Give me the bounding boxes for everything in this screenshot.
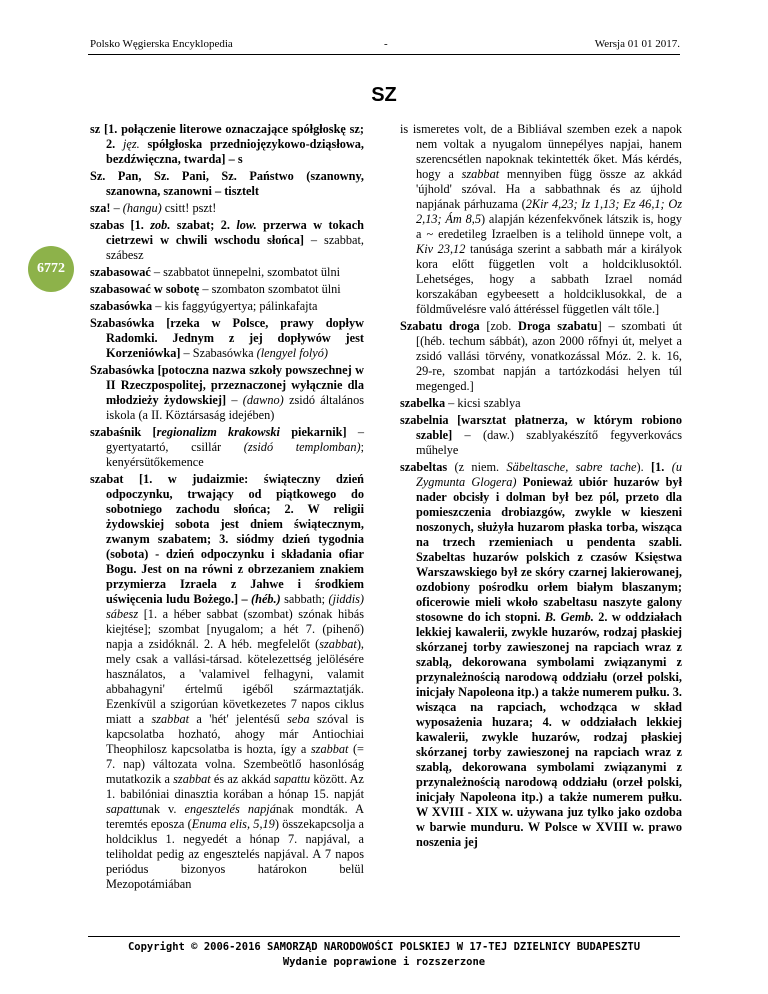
entry-text: seba — [287, 712, 310, 726]
entry-text: [1. a héber sabbat (szombat) szónak hibás kiejtése]; szombat [nyugalom; a hét 7. (pihenő) napja a zsidóknál. 2. A héb. megfelelőt ( — [106, 607, 364, 651]
entry-text: Szabasówka [rzeka w Polsce, prawy dopływ Radomki. Jednym z jej dopływów jest Korzeniówka] — [90, 316, 364, 360]
entry-text: ] – szombati út [(héb. techum sábbát), azon 2000 rőfnyi út, melyet a zsidó vallási törvény, vonatkozással Móz. 2. k. 16, 29-re, szombat napján a tartózkodási helyen túl megenged.] — [416, 319, 683, 393]
entry-text: Szabasówka [potoczna nazwa szkoły powszechnej w II Rzeczpospolitej, przeznaczonej wyłącznie dla młodzieży żydowskiej] — [90, 363, 364, 407]
entry-text: tanúsága szerint a sabbath már a királyok kora előtt független volt a holdciklusoktól. Lehetséges, hogy a sabbath Izrael nomád korszakában egybeesett a holdciklusokkal, de a földművelésre való áttéréssel független vált tőle.] — [416, 242, 682, 316]
left-column — [90, 122, 364, 894]
dictionary-entry — [400, 319, 682, 394]
header-separator: - — [384, 38, 388, 50]
entry-text: Säbeltasche, sabre tache — [506, 460, 637, 474]
entry-text: sapattu — [273, 772, 311, 786]
entry-text: szóval is kapcsolatba hozható, ahogy már Antiochiai Theophilosz kapcsolatba is hozta, így a — [106, 712, 364, 756]
entry-text: spółgłoska przedniojęzykowo-dziąsłowa, bezdźwięczna, twarda] – s — [106, 137, 364, 166]
entry-text: szabbat — [319, 637, 357, 651]
dictionary-entry — [90, 169, 364, 199]
entry-text: sza! — [90, 201, 111, 215]
entry-text: – (daw.) szablyakészítő fegyverkovács műhelye — [416, 428, 682, 457]
entry-text: zsidó általános iskola (a II. Köztársaság idejében) — [106, 393, 365, 422]
header-title: Polsko Węgierska Encyklopedia — [90, 38, 233, 50]
entry-text: – gyertyatartó, csillár — [106, 425, 364, 454]
entry-text: és az akkád — [210, 772, 274, 786]
entry-text: sz [1. połączenie literowe oznaczające spółgłoskę sz; 2. — [90, 122, 364, 151]
entry-text: – szombaton szombatot ülni — [199, 282, 341, 296]
page-header — [88, 38, 680, 54]
entry-text: low. — [236, 218, 257, 232]
dictionary-entry — [400, 122, 682, 317]
entry-text: szabasówka — [90, 299, 153, 313]
entry-text: piekarnik] — [279, 425, 347, 439]
entry-text: – szabbat, szábesz — [106, 233, 364, 262]
entry-text: szabaśnik [ — [90, 425, 157, 439]
dictionary-entry — [90, 218, 364, 263]
dictionary-entry — [400, 413, 682, 458]
entry-text: – kicsi szablya — [445, 396, 521, 410]
entry-text: – szabbatot ünnepelni, szombatot ülni — [150, 265, 341, 279]
entry-text: Szabatu droga — [400, 319, 480, 333]
entry-text: [zob. — [479, 319, 519, 333]
entry-text: (u Zygmunta Glogera) — [416, 460, 682, 489]
dictionary-entry — [90, 201, 364, 216]
entry-text: (z niem. — [447, 460, 507, 474]
entry-text: 2. w oddziałach lekkiej kawalerii, zwykle huzarów, rodzaj płaskiej skórzanej torby zawieszonej na rapciach wraz z szablą, dekorowana symbolami związanymi z przynależnością narodową oddziału (orzeł polski, inicjały Napoleona itp.) a także numerem pułku. 3. wisząca na rapciach, wchodząca w skład wyposażenia huzara; 4. w oddziałach lekkiej kawalerii, zwykle huzarów, rodzaj płaskiej skórzanej torby zawieszonej na rapciach wraz z szablą, dekorowana symbolami związanymi z przynależnością narodową oddziału (orzeł polski, inicjały Napoleona itp.) a także numerem pułku. W XVIII - XIX w. używana juz tylko jako ozdoba w barwie munduru. W Polsce w XVIII w. prawo noszenia jej — [416, 610, 682, 849]
dictionary-entry — [90, 363, 364, 423]
entry-text: szabat [1. w judaizmie: świąteczny dzień odpoczynku, trwający od piątkowego do sobotniego zachodu słońca; 2. W religii żydowskiej sobota jest dniem świątecznym, zwanym szabatem; 3. siódmy dzień tygodnia (sobota) - dzień odpoczynku i składania ofiar Bogu. Jest on na równi z obrzezaniem znakiem przymierza Izraela z Jahwe i środkiem uświęcenia ludu Bożego.] – — [90, 472, 364, 606]
section-title: SZ — [371, 84, 397, 106]
right-column — [400, 122, 682, 852]
entry-text: zob. — [150, 218, 171, 232]
dictionary-entry — [90, 316, 364, 361]
entry-text: között. Az 1. babilóniai dinasztia korában a hónap 15. napját — [106, 772, 364, 801]
entry-text: (héb.) — [251, 592, 281, 606]
dictionary-entry — [400, 396, 682, 411]
entry-text: Ponieważ ubiór huzarów był nader obcisły i dolman był bez pól, przeto dla pomieszczenia drobiazgów, zwykle w kieszeni noszonych, służyła huzarom płaska torba, wisząca na trzech rzemieniach u pendenta szabli. Szabeltas huzarów polskich z czasów Księstwa Warszawskiego był ze skóry czarnej lakierowanej, ozdobiony pośrodku orłem białym blaszanym; oficerowie mieli wkoło szabeltasu naszyte galony stosowne do ich stopni. — [416, 475, 683, 624]
entry-text: szabbat — [151, 712, 190, 726]
entry-text: is ismeretes volt, de a Bibliával szemben ezek a napok nem voltak a nyugalom ünnepélyes napjai, hanem szerencsétlen napoknak tekintették őket. Más kérdés, hogy a — [400, 122, 682, 181]
entry-text: – kis faggyúgyertya; pálinkafajta — [152, 299, 318, 313]
entry-text: szabasować w sobotę — [90, 282, 200, 296]
entry-text: Enuma elis, 5,19 — [191, 817, 275, 831]
entry-text: – Szabasówka — [180, 346, 257, 360]
header-rule — [88, 54, 680, 55]
entry-text: ), mely csak a vallási-társad. kötelezettség jelölésére használatos, a 'valamivel felhagyni, valamit abbahagyni' értelmű igéből származtatják. Ezenkívül a szigorúan következetes 7 napos ciklus miatt a — [106, 637, 364, 726]
dictionary-entry — [90, 425, 364, 470]
entry-text: csitt! pszt! — [161, 201, 217, 215]
entry-text: B. Gemb. — [544, 610, 594, 624]
entry-text: (dawno) — [242, 393, 284, 407]
entry-text: sapattu — [106, 802, 143, 816]
entry-text: szabas [1. — [90, 218, 151, 232]
entry-text: szabbat — [310, 742, 349, 756]
dictionary-entry — [90, 265, 364, 280]
entry-text: ) összekapcsolja a holdciklus 1. negyedét a hónap 7. napjával, a teliholdat pedig az engesztelés napjával. A 7 napos periódus bizonyos határokon belül Mezopotámiában — [106, 817, 365, 891]
entry-text: (lengyel folyó) — [256, 346, 328, 360]
entry-text: szabelka — [400, 396, 446, 410]
entry-text: ) alapján kézenfekvőnek látszik is, hogy a ~ eredetileg Izraelben is a telihold ünnepe volt, a — [416, 212, 682, 241]
entry-text: – — [226, 393, 243, 407]
footer-rule — [88, 936, 680, 937]
entry-text: a 'hét' jelentésű — [189, 712, 288, 726]
entry-text: (zsidó templomban) — [243, 440, 361, 454]
footer-edition: Wydanie poprawione i rozszerzone — [282, 956, 486, 968]
entry-text: szabbat — [173, 772, 211, 786]
entry-text: szabelnia [warsztat płatnerza, w którym robiono szable] — [400, 413, 682, 442]
entry-text: jęz. — [123, 137, 140, 151]
entry-text: engesztelés napjá — [184, 802, 276, 816]
entry-text: ). — [636, 460, 652, 474]
dictionary-entry — [90, 299, 364, 314]
dictionary-entry — [400, 460, 682, 850]
entry-text: szabasować — [90, 265, 151, 279]
entry-text: nak mondták. A teremtés eposza ( — [106, 802, 365, 831]
dictionary-entry — [90, 472, 364, 892]
entry-text: Kiv 23,12 — [416, 242, 466, 256]
entry-text: szabeltas — [400, 460, 448, 474]
entry-text: (hangu) — [122, 201, 162, 215]
entry-text: szabbat — [461, 167, 500, 181]
entry-text: (jiddis) sábesz — [106, 592, 364, 621]
entry-text: szabat; 2. — [170, 218, 237, 232]
entry-text: sabbath; — [280, 592, 329, 606]
entry-text: ; kenyérsütőkemence — [106, 440, 364, 469]
entry-text: [1. — [651, 460, 672, 474]
entry-text: Sz. Pan, Sz. Pani, Sz. Państwo (szanowny, szanowna, szanowni – tisztelt — [90, 169, 364, 198]
header-version: Wersja 01 01 2017. — [594, 38, 680, 50]
entry-text: regionalizm krakowski — [156, 425, 280, 439]
entry-text: – — [110, 201, 123, 215]
footer-copyright: Copyright © 2006-2016 SAMORZĄD NARODOWOŚCI POLSKIEJ W 17-TEJ DZIELNICY BUDAPESZTU — [127, 941, 641, 953]
entry-text: nak v. — [142, 802, 185, 816]
entry-text: przerwa w tokach cietrzewi w chwili wschodu słońca] — [106, 218, 364, 247]
entry-text: (= 7. nap) változata volna. Szembeötlő hasonlóság mutatkozik a — [106, 742, 364, 786]
entry-text: mennyiben függ össze az akkád 'újhold' szóval. Ha a sabbathnak és az újhold napjának párhuzama ( — [416, 167, 683, 211]
entry-text: Droga szabatu — [518, 319, 598, 333]
page-number-badge: 6772 — [28, 246, 74, 292]
dictionary-entry — [90, 122, 364, 167]
entry-text: 2Kir 4,23; Iz 1,13; Ez 46,1; Oz 2,13; Ám 8,5 — [416, 197, 682, 226]
dictionary-entry — [90, 282, 364, 297]
